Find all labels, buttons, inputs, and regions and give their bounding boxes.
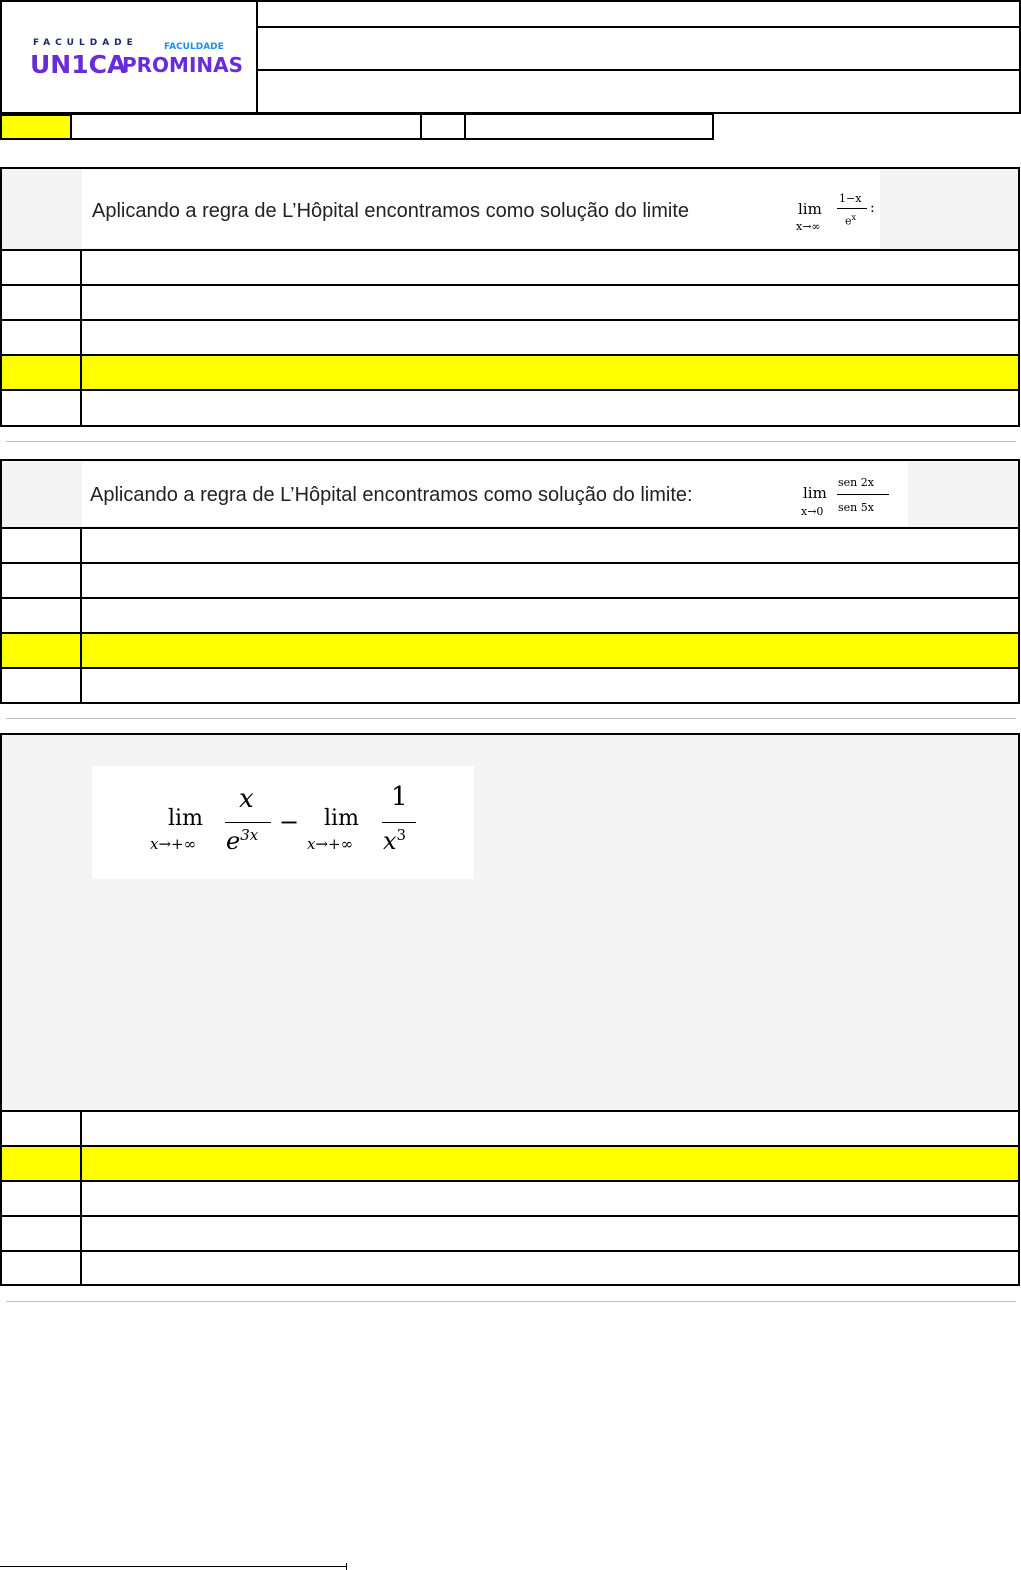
option-letter-cell <box>2 251 82 284</box>
question-1-option-e[interactable] <box>2 391 1018 425</box>
question-1-stem-cell <box>80 169 1018 251</box>
header-logo-cell <box>0 0 258 114</box>
header-field-2 <box>256 26 1021 71</box>
question-3-lim2: lim <box>324 806 359 831</box>
question-2-number-cell <box>2 461 82 529</box>
option-letter-cell <box>2 599 82 632</box>
option-letter-cell <box>2 391 82 425</box>
logo-faculdade-right: FACULDADE <box>164 42 224 52</box>
question-1-den-base: e <box>845 214 852 228</box>
question-1-lim: lim <box>798 200 822 218</box>
header-field-1 <box>256 0 1021 28</box>
info-cell-3 <box>420 114 466 140</box>
question-1 <box>0 167 1020 427</box>
question-3 <box>0 733 1020 1286</box>
question-2-option-b[interactable] <box>2 564 1018 599</box>
option-letter-cell <box>2 1217 82 1250</box>
question-3-fraction-bar-2 <box>382 822 416 823</box>
question-2-lim-sub: x→0 <box>801 505 824 518</box>
question-1-option-d-correct[interactable] <box>2 356 1018 391</box>
question-3-stem-cell <box>80 735 1018 1112</box>
question-2-option-d-correct[interactable] <box>2 634 1018 669</box>
question-1-den-sup: x <box>851 213 857 222</box>
question-3-den1-base: e <box>226 827 241 855</box>
question-3-option-e[interactable] <box>2 1252 1018 1284</box>
option-letter-cell <box>2 529 82 562</box>
question-separator-3 <box>6 1301 1016 1302</box>
question-3-lim1-sub: x→+∞ <box>150 835 197 853</box>
question-2-stem-text: Aplicando a regra de L’Hôpital encontramos como solução do limite: <box>90 484 693 506</box>
option-letter-cell <box>2 1182 82 1215</box>
question-1-denominator <box>845 213 856 228</box>
option-letter-cell <box>2 1252 82 1284</box>
question-3-den2-base: x <box>383 827 397 855</box>
question-1-option-a[interactable] <box>2 251 1018 286</box>
question-3-num1: x <box>239 784 254 814</box>
question-3-number-cell <box>2 735 82 1112</box>
question-3-den1-sup: 3x <box>240 826 259 844</box>
question-3-option-d[interactable] <box>2 1217 1018 1252</box>
question-1-option-c[interactable] <box>2 321 1018 356</box>
question-3-math-image <box>92 766 474 879</box>
option-letter-cell <box>2 356 82 389</box>
question-1-option-b[interactable] <box>2 286 1018 321</box>
question-3-lim2-sub: x→+∞ <box>307 835 354 853</box>
question-1-stem-image <box>82 170 880 248</box>
info-cell-2 <box>70 114 422 140</box>
info-cell-4 <box>464 114 714 140</box>
question-separator-2 <box>6 718 1016 719</box>
question-1-tail: : <box>870 200 875 216</box>
question-2-lim: lim <box>803 484 827 502</box>
question-3-den2-sup: 3 <box>396 826 407 844</box>
question-2-fraction-bar <box>837 494 889 495</box>
footer-rule-tick <box>346 1563 347 1570</box>
question-3-fraction-bar-1 <box>225 822 271 823</box>
question-2-denominator: sen 5x <box>838 501 874 514</box>
question-3-option-a[interactable] <box>2 1112 1018 1147</box>
question-2-stem-image <box>82 462 908 526</box>
logo-faculdade-top: FACULDADE <box>33 38 138 48</box>
question-2 <box>0 459 1020 704</box>
question-3-den2 <box>383 826 406 855</box>
question-1-fraction-bar <box>837 208 867 209</box>
option-letter-cell <box>2 321 82 354</box>
question-3-den1 <box>226 826 258 855</box>
logo-unica: UN1CA <box>30 50 127 79</box>
option-letter-cell <box>2 634 82 667</box>
question-3-option-b-correct[interactable] <box>2 1147 1018 1182</box>
logo <box>30 38 244 84</box>
option-letter-cell <box>2 286 82 319</box>
header-field-3 <box>256 69 1021 114</box>
question-2-option-a[interactable] <box>2 529 1018 564</box>
question-3-minus: − <box>279 808 300 836</box>
question-1-numerator: 1−x <box>839 192 862 205</box>
logo-prominas: PROMINAS <box>122 53 244 77</box>
question-3-option-c[interactable] <box>2 1182 1018 1217</box>
footer-rule <box>0 1566 346 1567</box>
question-2-numerator: sen 2x <box>838 476 874 489</box>
question-2-option-e[interactable] <box>2 669 1018 702</box>
option-letter-cell <box>2 1147 82 1180</box>
question-2-option-c[interactable] <box>2 599 1018 634</box>
question-3-lim1: lim <box>168 806 203 831</box>
question-1-number-cell <box>2 169 82 251</box>
option-letter-cell <box>2 1112 82 1145</box>
option-letter-cell <box>2 564 82 597</box>
question-separator-1 <box>6 441 1016 442</box>
option-letter-cell <box>2 669 82 702</box>
question-2-stem-cell <box>80 461 1018 529</box>
info-highlight-cell <box>0 114 72 140</box>
question-1-stem-text: Aplicando a regra de L’Hôpital encontramos como solução do limite <box>92 200 690 222</box>
question-3-num2: 1 <box>391 782 408 812</box>
question-1-lim-sub: x→∞ <box>796 220 821 233</box>
